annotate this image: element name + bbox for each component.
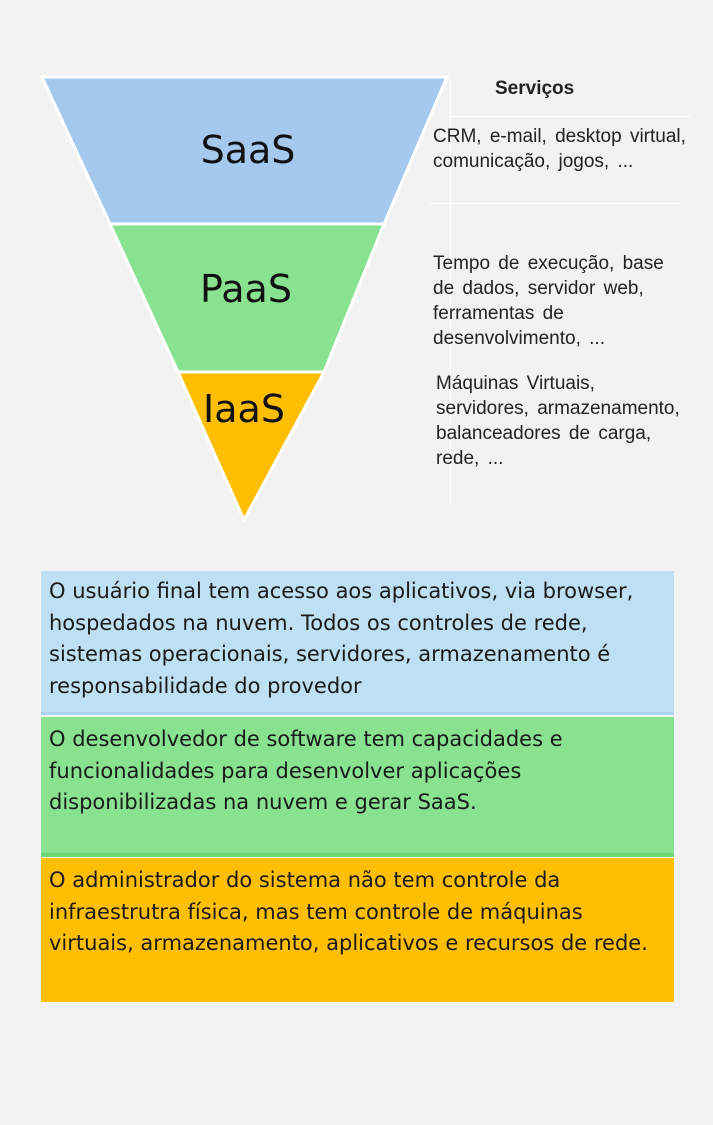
iaas-label: IaaS — [203, 387, 285, 431]
services-header: Serviços — [495, 78, 575, 99]
paas-services: Tempo de execução, base de dados, servidor web, ferramentas de desenvolvimento, ... — [433, 253, 664, 349]
paas-box-seam — [41, 853, 674, 857]
saas-description-box — [41, 571, 674, 714]
saas-services: CRM, e-mail, desktop virtual, comunicação, jogos, ... — [433, 126, 686, 172]
saas-description: O usuário final tem acesso aos aplicativos, via browser, hospedados na nuvem. Todos os controles de rede, sistemas operacionais, servidores, armazenamento é responsabilidade do provedor — [49, 579, 634, 698]
iaas-description: O administrador do sistema não tem controle da infraestrutra física, mas tem controle de máquinas virtuais, armazenamento, aplicativos e recursos de rede. — [49, 868, 648, 955]
saas-label: SaaS — [200, 128, 296, 172]
services-divider-middle — [430, 203, 680, 204]
saas-box-seam — [41, 712, 674, 715]
paas-description-box — [41, 717, 674, 857]
paas-description: O desenvolvedor de software tem capacidades e funcionalidades para desenvolver aplicações disponibilizadas na nuvem e gerar SaaS. — [49, 727, 563, 814]
iaas-description-box — [41, 858, 674, 1002]
paas-label: PaaS — [200, 267, 292, 311]
iaas-services: Máquinas Virtuais, servidores, armazenamento, balanceadores de carga, rede, ... — [436, 373, 680, 469]
services-divider-top — [450, 116, 690, 117]
